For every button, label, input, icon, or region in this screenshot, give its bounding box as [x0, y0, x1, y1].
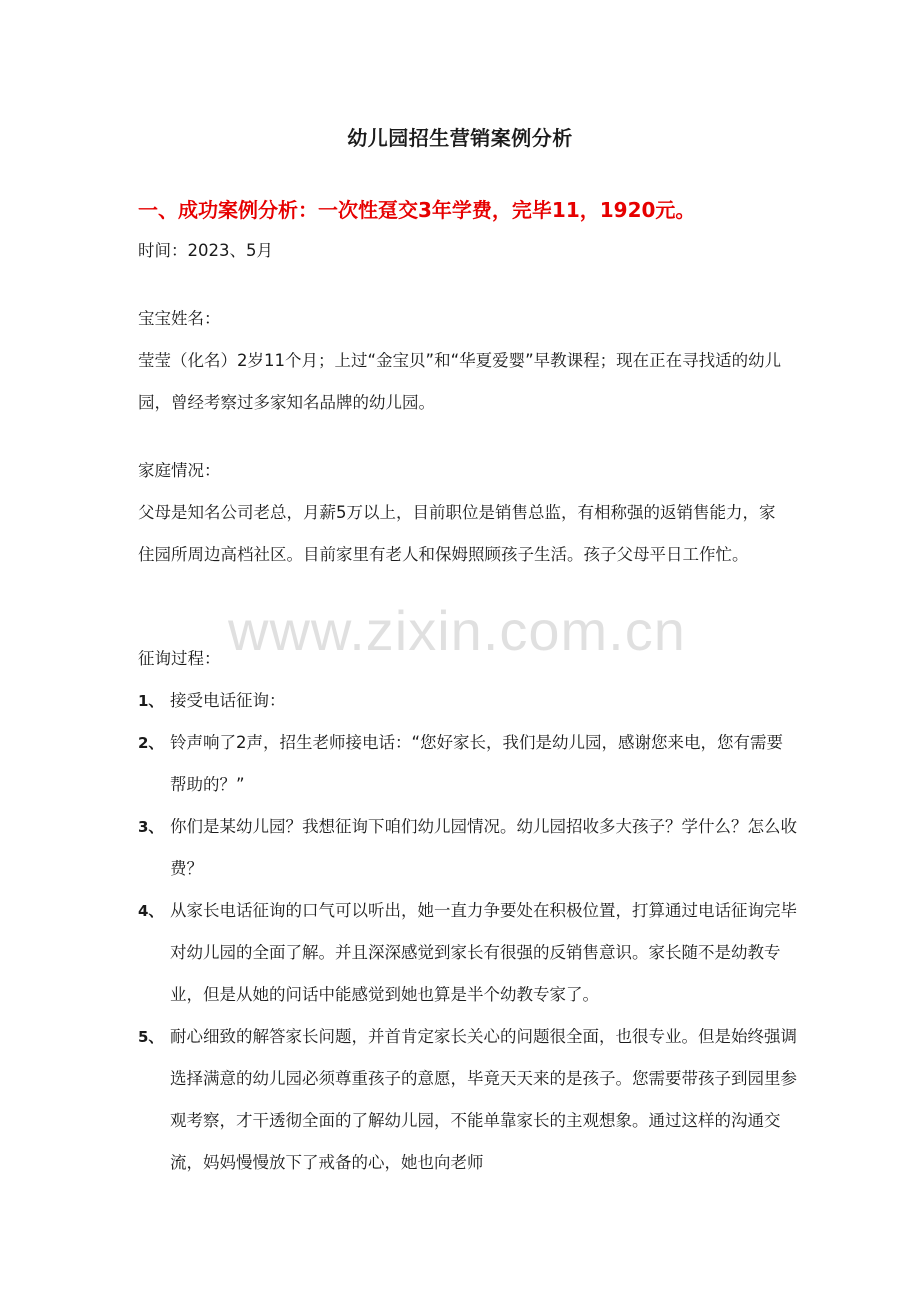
list-item: [138, 722, 798, 806]
list-item-text: 你们是某幼儿园？我想征询下咱们幼儿园情况。幼儿园招收多大孩子？学什么？怎么收费？: [170, 817, 797, 878]
list-item-number: 3、: [138, 818, 164, 836]
list-item-number: 2、: [138, 734, 164, 752]
list-item-number: 5、: [138, 1028, 164, 1046]
list-item-text: 从家长电话征询的口气可以听出，她一直力争要处在积极位置，打算通过电话征询完毕对幼儿园的全面了解。并且深深感觉到家长有很强的反销售意识。家长随不是幼教专业，但是从她的问话中能感觉到她也算是半个幼教专家了。: [170, 901, 797, 1004]
list-item: [138, 806, 798, 890]
family-info-paragraph: 父母是知名公司老总，月薪5万以上，目前职位是销售总监，有相称强的返销售能力，家住园所周边高档社区。目前家里有老人和保姆照顾孩子生活。孩子父母平日工作忙。: [138, 503, 776, 564]
document-title: 幼儿园招生营销案例分析: [347, 126, 573, 150]
list-item: [138, 890, 798, 1016]
baby-name-label: 宝宝姓名：: [138, 309, 221, 328]
list-item-text: 耐心细致的解答家长问题，并首肯定家长关心的问题很全面，也很专业。但是始终强调选择满意的幼儿园必须尊重孩子的意愿，毕竟天天来的是孩子。您需要带孩子到园里参观考察，才干透彻全面的了解幼儿园，不能单靠家长的主观想象。通过这样的沟通交流，妈妈慢慢放下了戒备的心，她也向老师: [170, 1027, 797, 1172]
list-item: [138, 680, 798, 722]
list-item-number: 4、: [138, 902, 164, 920]
time-line: 时间：2023、5月: [138, 241, 273, 260]
list-item-number: 1、: [138, 692, 164, 710]
inquiry-label: 征询过程：: [138, 649, 221, 668]
inquiry-process-list: [138, 680, 798, 1184]
list-item-text: 铃声响了2声，招生老师接电话：“您好家长，我们是幼儿园，感谢您来电，您有需要帮助的？”: [170, 733, 784, 794]
list-item-text: 接受电话征询：: [170, 691, 286, 710]
watermark: www.zixin.com.cn: [228, 599, 686, 662]
family-label: 家庭情况：: [138, 461, 221, 480]
baby-info-paragraph: 莹莹（化名）2岁11个月；上过“金宝贝”和“华夏爱婴”早教课程；现在正在寻找适的幼儿园，曾经考察过多家知名品牌的幼儿园。: [138, 351, 782, 412]
section-heading: 一、成功案例分析：一次性趸交3年学费，完毕11，1920元。: [138, 198, 696, 222]
list-item: [138, 1016, 798, 1184]
